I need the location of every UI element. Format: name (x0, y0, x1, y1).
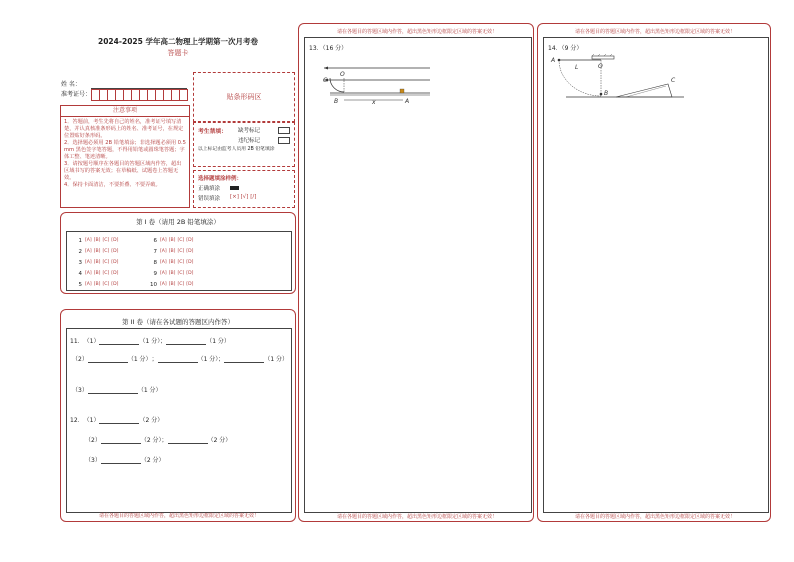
notice-box (60, 105, 190, 208)
mcq-row[interactable]: 9 [A] [B] [C] [D] (153, 270, 194, 277)
q13-fig-label-b: B (334, 98, 339, 105)
part2-answer-area (66, 328, 292, 513)
q14-box (537, 23, 771, 522)
q14-fig-label-o: O (598, 63, 603, 70)
q12-3-blank[interactable] (101, 456, 141, 464)
absent-checkbox[interactable] (278, 127, 290, 134)
absent-label: 缺考标记 (238, 128, 261, 134)
fill-example-box (193, 170, 295, 208)
barcode-area (193, 72, 295, 122)
wrong-fill-label: 错误填涂 (198, 196, 221, 202)
warning-text: 请在各题目的答题区域内作答，超出黑色矩形边框限定区域的答案无效！ (336, 29, 497, 35)
notice-item: 4．保持卡面清洁，不要折叠、不要弄破。 (64, 182, 161, 188)
correct-fill-mark (230, 186, 239, 190)
name-label: 姓 名： (61, 81, 81, 88)
mcq-row[interactable]: 3 [A] [B] [C] [D] (78, 259, 119, 266)
mcq-grid (66, 231, 292, 291)
mcq-row[interactable]: 4 [A] [B] [C] [D] (78, 270, 119, 277)
mcq-row[interactable]: 6 [A] [B] [C] [D] (153, 237, 194, 244)
warning-text: 请在各题目的答题区域内作答，超出黑色矩形边框限定区域的答案无效！ (574, 514, 735, 520)
warning-text: 请在各题目的答题区域内作答，超出黑色矩形边框限定区域的答案无效！ (336, 514, 497, 520)
q14-fig-label-a: A (551, 57, 556, 64)
barcode-label: 贴条形码区 (226, 93, 262, 101)
q11-2-blank-b[interactable] (158, 355, 198, 363)
q11-2-blank-a[interactable] (88, 355, 128, 363)
q12-line-2: （2） （2 分）； （2 分） (85, 437, 232, 444)
warning-text: 请在各题目的答题区域内作答，超出黑色矩形边框限定区域的答案无效！ (98, 513, 259, 519)
q14-fig-label-b: B (604, 90, 609, 97)
q11-2-blank-c[interactable] (224, 355, 264, 363)
mcq-row[interactable]: 2 [A] [B] [C] [D] (78, 248, 119, 255)
q11-line-2: （2） （1 分） ； （1 分）； （1 分） (72, 356, 289, 363)
q13-fig-label-a: A (405, 98, 410, 105)
q13-label: 13．（16 分） (309, 45, 348, 52)
q12-2-blank-a[interactable] (101, 436, 141, 444)
correct-fill-label: 正确填涂 (198, 186, 221, 192)
q12-2-blank-b[interactable] (168, 436, 208, 444)
mcq-row[interactable]: 7 [A] [B] [C] [D] (153, 248, 194, 255)
q11-1-blank-a[interactable] (99, 337, 139, 345)
q14-fig-label-l: L (575, 64, 579, 71)
id-boxes[interactable] (91, 89, 188, 101)
wrong-fill-marks: [×] [√] [/] (230, 194, 257, 200)
mcq-row[interactable]: 1 [A] [B] [C] [D] (78, 237, 119, 244)
q14-fig-label-c: C (671, 77, 676, 84)
notice-item: 3．请按题号顺序在各题目的答题区域内作答，超出区域书写的答案无效；在草稿纸、试题卷上答题无效。 (64, 161, 182, 181)
mcq-column-right (147, 235, 195, 290)
q11-line-3: （3） （1 分） (72, 387, 162, 394)
q13-answer-area[interactable] (304, 37, 532, 513)
mcq-row[interactable]: 10 [A] [B] [C] [D] (150, 281, 194, 288)
fill-example-title: 选择题填涂样例： (198, 176, 243, 182)
notice-item: 1．答题前，考生先将自己的姓名，准考证号填写清楚，并认真核准条形码上的姓名、准考证号，在规定位置贴好条形码。 (64, 119, 184, 139)
violation-checkbox[interactable] (278, 137, 290, 144)
q11-1-blank-b[interactable] (166, 337, 206, 345)
mcq-column-left (72, 235, 120, 290)
q14-figure (548, 52, 688, 104)
part1-title: 第 I 卷（请用 2B 铅笔填涂） (136, 218, 220, 226)
notice-title: 注意事项 (61, 106, 189, 117)
page-subtitle: 答题卡 (167, 49, 189, 57)
q11-line-1: 11． （1） （1 分）； （1 分） (70, 338, 230, 345)
q13-fig-label-c: C (323, 77, 328, 84)
part2-box (60, 309, 296, 522)
mcq-row[interactable]: 5 [A] [B] [C] [D] (78, 281, 119, 288)
notice-list (61, 117, 189, 191)
id-label: 准考证号： (61, 91, 92, 98)
q11-3-blank[interactable] (88, 386, 138, 394)
part1-box (60, 212, 296, 294)
q12-line-1: 12． （1） （2 分） (70, 417, 164, 424)
q13-fig-label-x: x (372, 99, 376, 106)
exam-flags-note: 以上标记由监考人员用 2B 铅笔填涂 (198, 147, 275, 152)
q12-1-blank[interactable] (99, 416, 139, 424)
q14-label: 14．（9 分） (548, 45, 583, 52)
mcq-row[interactable]: 8 [A] [B] [C] [D] (153, 259, 194, 266)
exam-flags-label: 考生禁填： (198, 129, 227, 135)
q13-box (298, 23, 534, 522)
warning-text: 请在各题目的答题区域内作答，超出黑色矩形边框限定区域的答案无效！ (574, 29, 735, 35)
q14-answer-area[interactable] (543, 37, 769, 513)
page-title: 2024-2025 学年高二物理上学期第一次月考卷 (98, 37, 258, 46)
violation-label: 违纪标记 (238, 138, 261, 144)
q13-figure (310, 56, 435, 116)
notice-item: 2．选择题必须用 2B 铅笔填涂；非选择题必须用 0.5 mm 黑色签字笔答题，不得用铅笔或圆珠笔答题；字体工整、笔迹清晰。 (64, 140, 186, 160)
q13-fig-label-o: O (340, 71, 345, 78)
part2-title: 第 II 卷（请在各试题的答题区内作答） (122, 318, 234, 326)
q12-line-3: （3） （2 分） (85, 457, 165, 464)
exam-flags-box (193, 122, 295, 167)
